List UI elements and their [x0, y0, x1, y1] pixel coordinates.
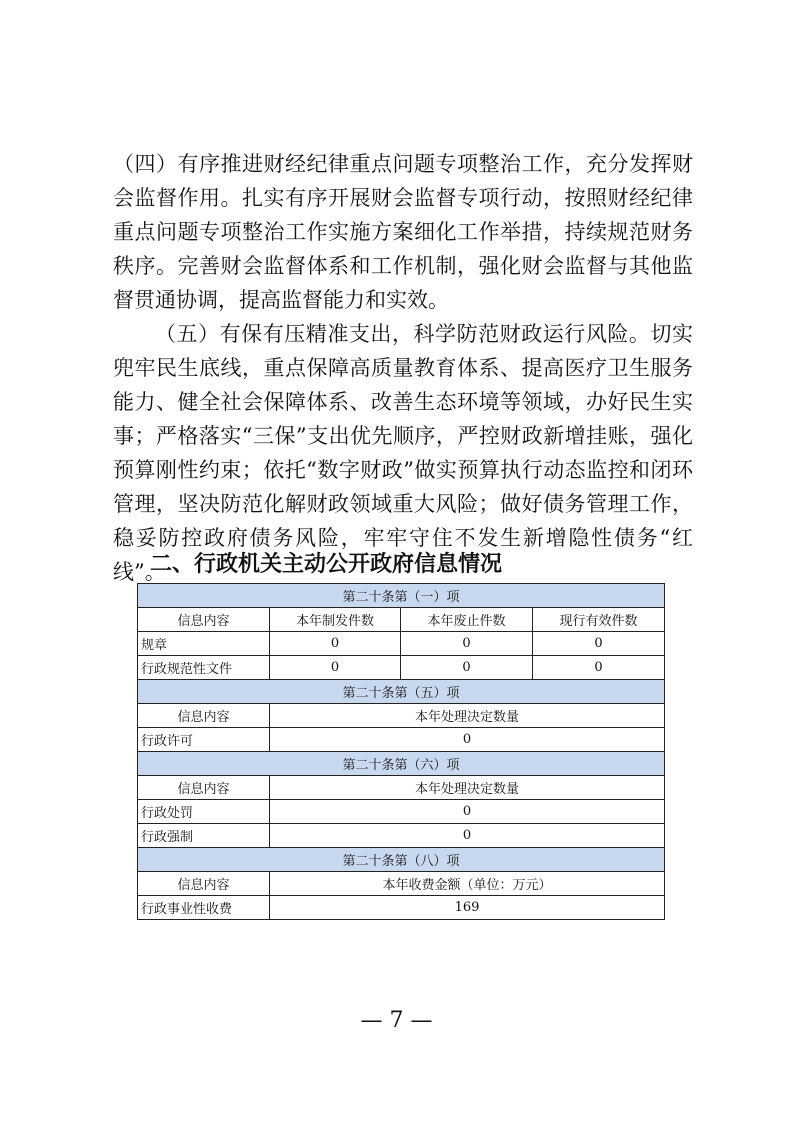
table-cell: 169	[270, 896, 665, 920]
section-row-article-20-5	[138, 680, 665, 704]
table-row	[138, 728, 665, 752]
table-row	[138, 824, 665, 848]
table-row	[138, 656, 665, 680]
row-label: 行政许可	[138, 728, 270, 752]
section-heading: 二、行政机关主动公开政府信息情况	[150, 552, 503, 577]
column-header: 本年处理决定数量	[270, 776, 665, 800]
section-title: 第二十条第（五）项	[138, 680, 665, 704]
page-number: — 7 —	[360, 1008, 433, 1033]
column-header: 现行有效件数	[533, 608, 665, 632]
table-cell: 0	[270, 632, 401, 656]
section-title: 第二十条第（一）项	[138, 584, 665, 608]
row-label: 行政事业性收费	[138, 896, 270, 920]
section-title: 第二十条第（八）项	[138, 848, 665, 872]
row-label: 规章	[138, 632, 270, 656]
paragraph-4: （四）有序推进财经纪律重点问题专项整治工作，充分发挥财会监督作用。扎实有序开展财会监督专项行动，按照财经纪律重点问题专项整治工作实施方案细化工作举措，持续规范财务秩序。完善财会监督体系和工作机制，强化财会监督与其他监督贯通协调，提高监督能力和实效。	[113, 152, 693, 312]
section-row-article-20-1	[138, 584, 665, 608]
table-cell: 0	[533, 632, 665, 656]
table-cell: 0	[401, 656, 533, 680]
section-title: 第二十条第（六）项	[138, 752, 665, 776]
disclosure-table	[137, 583, 665, 920]
table-cell: 0	[270, 800, 665, 824]
column-header: 本年收费金额（单位：万元）	[270, 872, 665, 896]
table-cell: 0	[270, 656, 401, 680]
table-row	[138, 800, 665, 824]
header-row	[138, 608, 665, 632]
table-row	[138, 632, 665, 656]
paragraph-5: （五）有保有压精准支出，科学防范财政运行风险。切实兜牢民生底线，重点保障高质量教育体系、提高医疗卫生服务能力、健全社会保障体系、改善生态环境等领域，办好民生实事；严格落实“三保”支出优先顺序，严控财政新增挂账，强化预算刚性约束；依托“数字财政”做实预算执行动态监控和闭环管理，坚决防范化解财政领域重大风险；做好债务管理工作，稳妥防控政府债务风险，牢牢守住不发生新增隐性债务“红线”。	[113, 322, 693, 584]
column-header: 本年废止件数	[401, 608, 533, 632]
column-header: 信息内容	[138, 776, 270, 800]
column-header: 信息内容	[138, 704, 270, 728]
column-header: 信息内容	[138, 872, 270, 896]
section-row-article-20-6	[138, 752, 665, 776]
table-cell: 0	[270, 728, 665, 752]
row-label: 行政强制	[138, 824, 270, 848]
column-header: 信息内容	[138, 608, 270, 632]
row-label: 行政处罚	[138, 800, 270, 824]
column-header: 本年处理决定数量	[270, 704, 665, 728]
row-label: 行政规范性文件	[138, 656, 270, 680]
table-cell: 0	[533, 656, 665, 680]
section-row-article-20-8	[138, 848, 665, 872]
column-header: 本年制发件数	[270, 608, 401, 632]
table-row	[138, 896, 665, 920]
table-cell: 0	[270, 824, 665, 848]
header-row	[138, 872, 665, 896]
header-row	[138, 776, 665, 800]
table-cell: 0	[401, 632, 533, 656]
header-row	[138, 704, 665, 728]
